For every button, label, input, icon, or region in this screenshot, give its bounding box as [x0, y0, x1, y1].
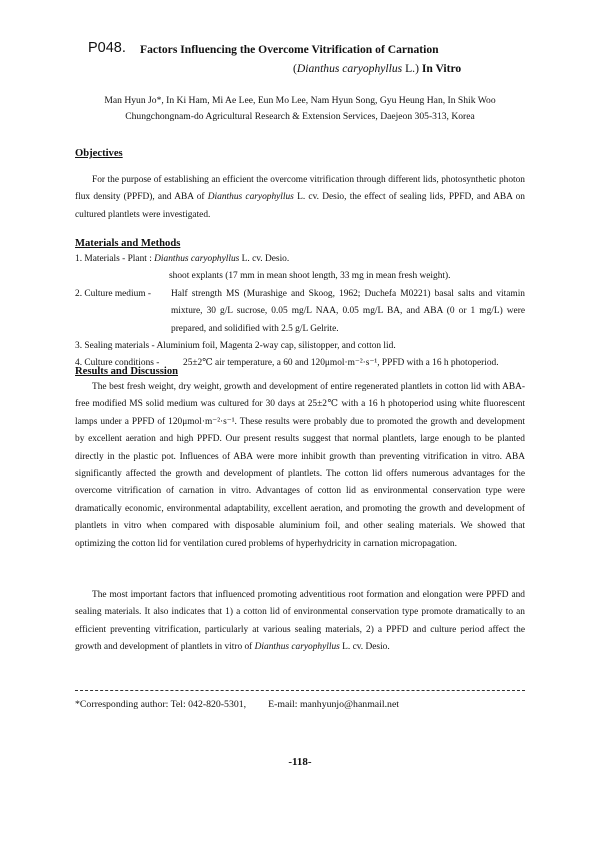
footnote-email: E-mail: manhyunjo@hanmail.net [268, 699, 400, 710]
objectives-species: Dianthus caryophyllus [207, 192, 294, 203]
affiliation: Chungchongnam-do Agricultural Research & Extension Services, Daejeon 305-313, Korea [125, 111, 475, 122]
paper-id: P048. [88, 40, 126, 56]
results-paragraph-2: The most important factors that influenced promoting adventitious root formation and elongation were PPFD and sealing materials. It also indicates that 1) a cotton lid of environmental conservation type promote dramatically to an efficient preventing vitrification, particularly at various sealing materials, 2) a PPFD and culture period affect the growth and development of plantlets in vitro of Dianthus caryophyllus L. cv. Desio. [75, 590, 525, 653]
method-item-3: 3. Sealing materials - Aluminium foil, Magenta 2-way cap, silistopper, and cotton lid. [75, 340, 396, 351]
method-item-4: 4. Culture conditions - 25±2℃ air temperature, a 60 and 120μmol·m⁻²·s⁻¹, PPFD with a 16 h photoperiod. [75, 358, 499, 369]
title-line-1: Factors Influencing the Overcome Vitrification of Carnation [140, 43, 439, 56]
results-heading: Results and Discussion [75, 366, 179, 377]
authors: Man Hyun Jo*, In Ki Ham, Mi Ae Lee, Eun Mo Lee, Nam Hyun Song, Gyu Heung Han, In Shik Woo [104, 95, 496, 106]
results-species: Dianthus caryophyllus [254, 642, 340, 653]
method-item-1: 1. Materials - Plant : Dianthus caryophyllus L. cv. Desio. [75, 254, 290, 264]
footnote-author: *Corresponding author: Tel: 042-820-5301, [75, 699, 247, 710]
results-paragraph-1: The best fresh weight, dry weight, growth and development of entire regenerated plantlets in cotton lid with ABA-free modified MS solid medium was cultured for 30 days at 25±2℃ with a 16 h photoperiod using white fluorescent lamps under a PPFD of 120μmol·m⁻²·s⁻¹. These results were probably due to promoted the growth and development by excellent aeration and high PPFD. Our present results suggest that normal plantlets, large enough to be planted directly in the plastic pot. Influences of ABA were more inhibit growth than preventing vitrification in vitro. ABA significantly affected the growth and development of plantlets. The cotton lid offers numerous advantages for the overcome vitrification of carnation in vitro. Advantages of cotton lid as environmental conservation type were dramatically economic, environmental adaptability, excellent aeration, and promoting the growth and development of plantlets in vitro when compared with disposable aluminium foil, and other sealing materials. We showed that optimizing the cotton lid for ventilation cured problems of hyperhydricity in carnation micropagation. [75, 382, 525, 549]
title-species: Dianthus caryophyllus [296, 62, 403, 75]
author-block [0, 93, 600, 125]
objectives-heading: Objectives [75, 148, 123, 159]
objectives-text: For the purpose of establishing an efficient the overcome vitrification through different lids, photosynthetic photon flux density (PPFD), and ABA of [75, 175, 525, 203]
title-line-2 [293, 62, 461, 75]
title-paren: ( [293, 62, 297, 75]
method-item-2: 2. Culture medium - Half strength MS (Murashige and Skoog, 1962; Duchefa M0221) basal salts and vitamin mixture, 30 g/L sucrose, 0.05 mg/L NAA, 0.05 mg/L BA, and ABA (0 or 1 mg/L) were prepared, and solidified with 2.5 g/L Gelrite. [75, 288, 525, 334]
title-tail: In Vitro [421, 62, 462, 75]
title-rest: L.) [402, 62, 422, 75]
method-item-1b: shoot explants (17 mm in mean shoot length, 33 mg in mean fresh weight). [169, 271, 451, 282]
objectives-text-end: L. cv. Desio, the effect of sealing lids, PPFD, and ABA on cultured plantlets were investigated. [75, 192, 525, 220]
methods-heading: Materials and Methods [75, 238, 181, 249]
footnote [75, 699, 399, 710]
objectives-paragraph [75, 172, 525, 224]
page-number: -118- [288, 756, 312, 768]
footnote-rule [75, 690, 525, 691]
